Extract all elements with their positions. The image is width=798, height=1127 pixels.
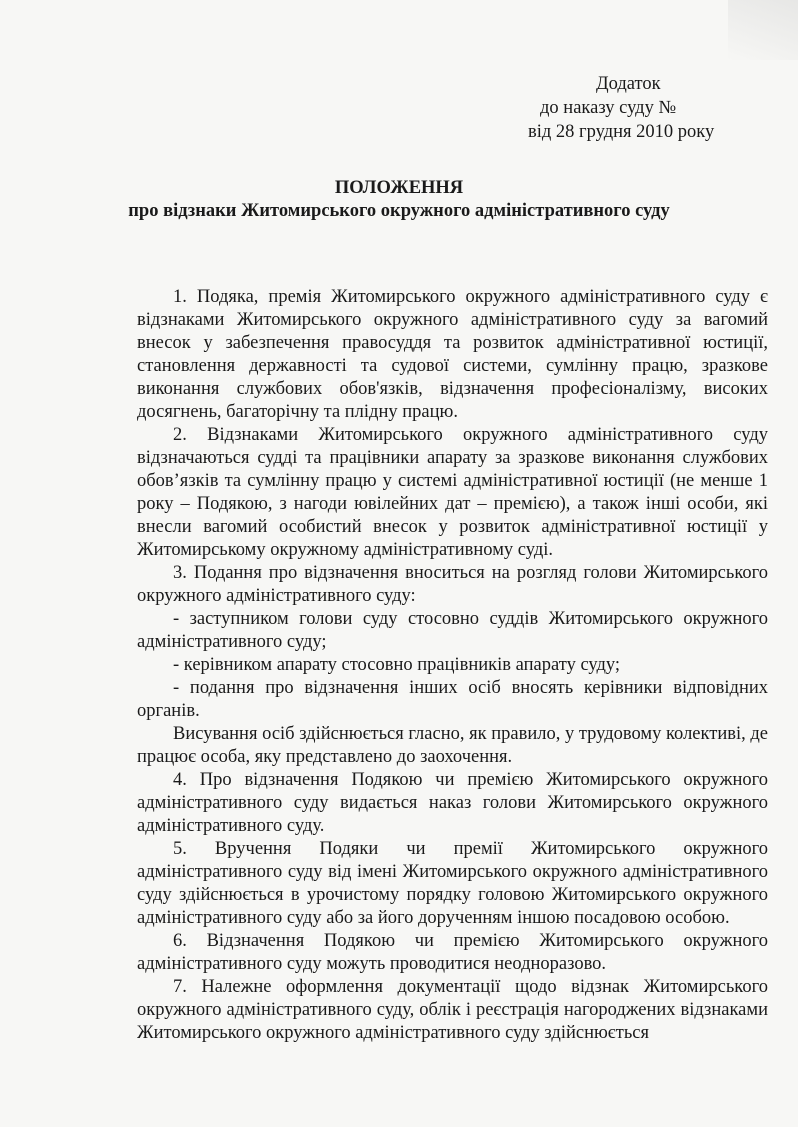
- addendum-date: від 28 грудня 2010 року: [528, 122, 715, 142]
- paragraph-5: 5. Вручення Подяки чи премії Житомирського окружного адміністративного суду від імені Житомирського окружного адміністративного суду здійснюється в урочистому порядку головою Житомирського окружного адміністративного суду або за його дорученням іншою посадовою особою.: [137, 839, 768, 928]
- paragraph-2: 2. Відзнаками Житомирського окружного адміністративного суду відзначаються судді та працівники апарату за зразкове виконання службових обов’язків та сумлінну працю у системі адміністративної юстиції (не менше 1 року – Подякою, з нагоди ювілейних дат – премією), а також інші особи, які внесли вагомий особистий внесок у розвиток адміністративної юстиції у Житомирському окружному адміністративному суді.: [137, 425, 768, 560]
- document-subtitle: про відзнаки Житомирського окружного адміністративного суду: [128, 201, 670, 221]
- paragraph-3-item-1: - заступником голови суду стосовно суддів Житомирського окружного адміністративного суду;: [137, 609, 768, 652]
- document-body: [137, 286, 768, 1045]
- paragraph-1: 1. Подяка, премія Житомирського окружного адміністративного суду є відзнаками Житомирського окружного адміністративного суду за вагомий внесок у забезпечення правосуддя та розвиток адміністративної юстиції, становлення державності та судової системи, сумлінну працю, зразкове виконання службових обов'язків, відзначення професіоналізму, високих досягнень, багаторічну та плідну працю.: [137, 287, 768, 422]
- document-title: ПОЛОЖЕННЯ: [334, 178, 464, 198]
- addendum-block: [528, 72, 714, 144]
- paragraph-4: 4. Про відзначення Подякою чи премією Житомирського окружного адміністративного суду видається наказ голови Житомирського окружного адміністративного суду.: [137, 770, 768, 836]
- paragraph-7: 7. Належне оформлення документації щодо відзнак Житомирського окружного адміністративного суду, облік і реєстрація нагороджених відзнаками Житомирського окружного адміністративного суду здійснюється: [137, 977, 768, 1043]
- addendum-order-ref: до наказу суду №: [540, 98, 677, 118]
- paragraph-3-item-2: - керівником апарату стосовно працівників апарату суду;: [173, 655, 621, 675]
- addendum-title: Додаток: [596, 74, 661, 94]
- paragraph-3: 3. Подання про відзначення вноситься на розгляд голови Житомирського окружного адміністративного суду:: [137, 563, 768, 606]
- paragraph-nomination: Висування осіб здійснюється гласно, як правило, у трудовому колективі, де працює особа, яку представлено до заохочення.: [137, 724, 768, 767]
- scan-shadow: [728, 0, 798, 60]
- paragraph-3-item-3: - подання про відзначення інших осіб вносять керівники відповідних органів.: [137, 678, 768, 721]
- paragraph-6: 6. Відзначення Подякою чи премією Житомирського окружного адміністративного суду можуть проводитися неодноразово.: [137, 931, 768, 974]
